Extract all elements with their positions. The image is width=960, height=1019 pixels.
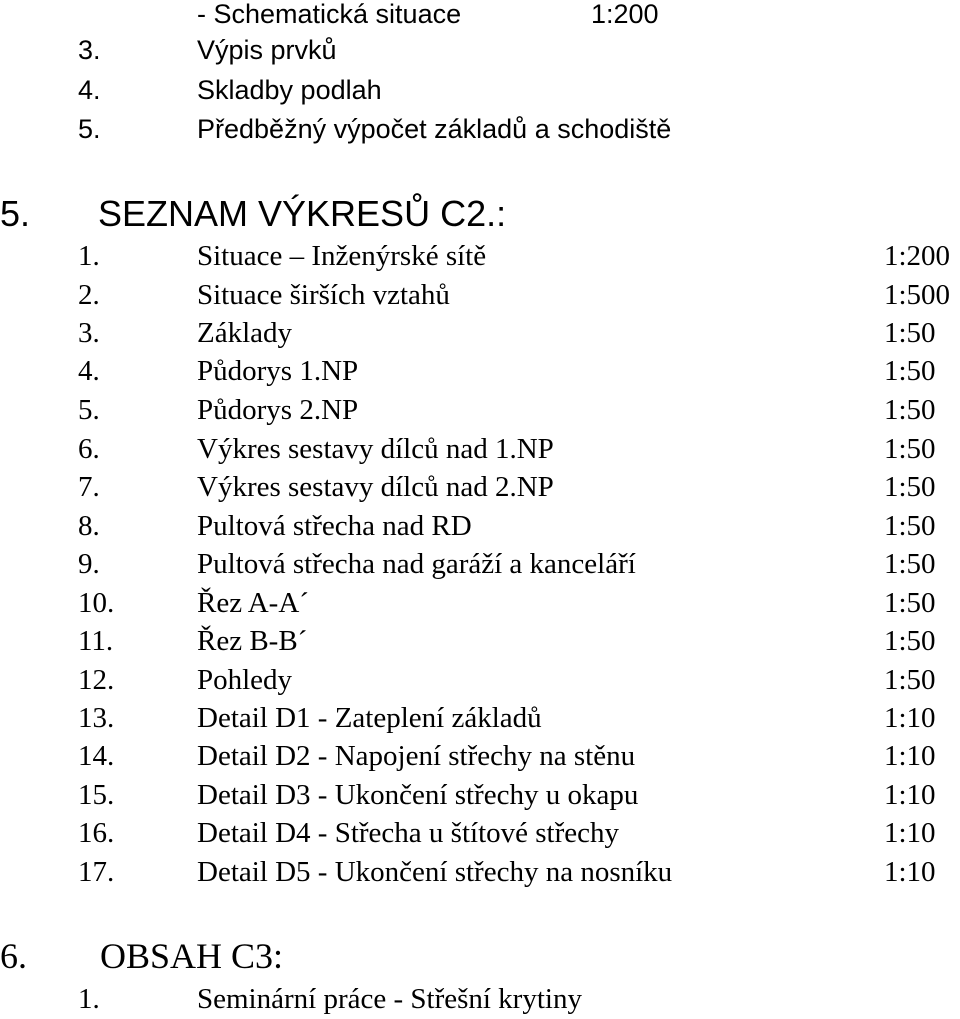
row-number: 8. <box>78 510 100 542</box>
row-number: 5. <box>78 394 100 426</box>
preamble-item-text: Výpis prvků <box>197 35 337 65</box>
row-title: Výkres sestavy dílců nad 1.NP <box>197 433 554 465</box>
row-number: 9. <box>78 548 100 580</box>
row-scale: 1:50 <box>884 587 936 619</box>
row-title: Situace – Inženýrské sítě <box>197 240 487 272</box>
row-number: 13. <box>78 702 115 734</box>
row-number: 10. <box>78 587 115 619</box>
row-number: 16. <box>78 817 115 849</box>
row-scale: 1:50 <box>884 317 936 349</box>
row-number: 1. <box>78 240 100 272</box>
row-scale: 1:50 <box>884 394 936 426</box>
row-title: Seminární práce - Střešní krytiny <box>197 983 582 1015</box>
row-number: 7. <box>78 471 100 503</box>
schematic-situation-scale: 1:200 <box>591 0 659 29</box>
row-title: Detail D1 - Zateplení základů <box>197 702 542 734</box>
row-scale: 1:50 <box>884 625 936 657</box>
row-scale: 1:50 <box>884 355 936 387</box>
row-number: 17. <box>78 856 115 888</box>
row-title: Situace širších vztahů <box>197 279 450 311</box>
row-scale: 1:50 <box>884 548 936 580</box>
row-title: Půdorys 2.NP <box>197 394 359 426</box>
row-scale: 1:50 <box>884 471 936 503</box>
row-number: 11. <box>78 625 114 657</box>
row-number: 2. <box>78 279 100 311</box>
row-scale: 1:10 <box>884 779 936 811</box>
schematic-situation-subitem: - Schematická situace <box>197 0 462 29</box>
row-number: 6. <box>78 433 100 465</box>
row-title: Výkres sestavy dílců nad 2.NP <box>197 471 554 503</box>
preamble-item-number: 4. <box>78 75 101 105</box>
row-number: 1. <box>78 983 100 1015</box>
row-scale: 1:200 <box>884 240 951 272</box>
row-scale: 1:50 <box>884 433 936 465</box>
row-title: Detail D4 - Střecha u štítové střechy <box>197 817 619 849</box>
row-number: 4. <box>78 355 100 387</box>
row-scale: 1:10 <box>884 740 936 772</box>
row-scale: 1:500 <box>884 279 951 311</box>
row-title: Řez A-A´ <box>197 587 309 619</box>
preamble-item-text: Předběžný výpočet základů a schodiště <box>197 114 672 144</box>
row-title: Detail D5 - Ukončení střechy na nosníku <box>197 856 673 888</box>
row-number: 15. <box>78 779 115 811</box>
row-scale: 1:10 <box>884 702 936 734</box>
row-title: Řez B-B´ <box>197 625 308 657</box>
row-title: Základy <box>197 317 293 349</box>
row-scale: 1:10 <box>884 817 936 849</box>
preamble-item-text: Skladby podlah <box>197 75 382 105</box>
row-title: Pultová střecha nad garáží a kanceláří <box>197 548 636 580</box>
row-number: 3. <box>78 317 100 349</box>
row-scale: 1:50 <box>884 664 936 696</box>
row-number: 14. <box>78 740 115 772</box>
row-title: Pohledy <box>197 664 293 696</box>
preamble-item-number: 5. <box>78 114 101 144</box>
row-title: Pultová střecha nad RD <box>197 510 472 542</box>
row-title: Půdorys 1.NP <box>197 355 359 387</box>
row-scale: 1:10 <box>884 856 936 888</box>
preamble-item-number: 3. <box>78 35 101 65</box>
row-number: 12. <box>78 664 115 696</box>
row-scale: 1:50 <box>884 510 936 542</box>
section5-title: SEZNAM VÝKRESŮ C2.: <box>98 193 507 234</box>
section6-number: 6. <box>0 936 27 976</box>
row-title: Detail D3 - Ukončení střechy u okapu <box>197 779 639 811</box>
section6-title: OBSAH C3: <box>100 936 284 976</box>
section5-number: 5. <box>0 193 31 234</box>
row-title: Detail D2 - Napojení střechy na stěnu <box>197 740 636 772</box>
